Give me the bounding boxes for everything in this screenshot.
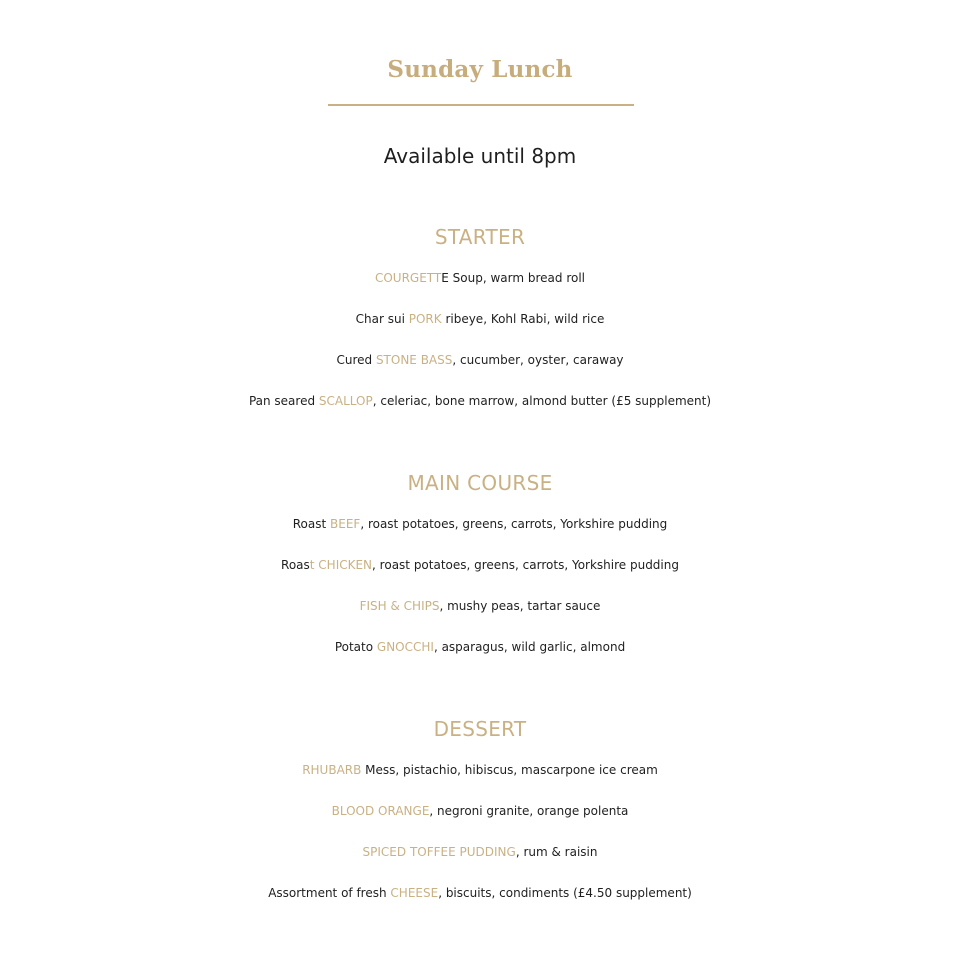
starter-section (0, 217, 960, 422)
availability-note: Available until 8pm (383, 144, 577, 168)
menu-item: SPICED TOFFEE PUDDING, rum & raisin (362, 845, 598, 859)
menu-item: Pan seared SCALLOP, celeriac, bone marrow, almond butter (£5 supplement) (248, 394, 712, 408)
menu-item: RHUBARB Mess, pistachio, hibiscus, mascarpone ice cream (302, 763, 658, 777)
menu-item: Roast CHICKEN, roast potatoes, greens, carrots, Yorkshire pudding (281, 558, 679, 572)
menu-item: Char sui PORK ribeye, Kohl Rabi, wild rice (355, 312, 605, 326)
main-course-section (0, 463, 960, 668)
menu-item: FISH & CHIPS, mushy peas, tartar sauce (359, 599, 601, 613)
section-heading-dessert: DESSERT (433, 717, 527, 741)
menu-item: Cured STONE BASS, cucumber, oyster, caraway (336, 353, 624, 367)
menu-item: Roast BEEF, roast potatoes, greens, carrots, Yorkshire pudding (292, 517, 668, 531)
section-heading-main-course: MAIN COURSE (407, 471, 553, 495)
menu-title: Sunday Lunch (387, 56, 573, 83)
dessert-section (0, 709, 960, 914)
section-heading-starter: STARTER (434, 225, 526, 249)
menu-item: Assortment of fresh CHEESE, biscuits, condiments (£4.50 supplement) (268, 886, 692, 900)
menu-item: BLOOD ORANGE, negroni granite, orange polenta (331, 804, 629, 818)
title-divider (328, 104, 634, 106)
menu-item: COURGETTE Soup, warm bread roll (374, 271, 586, 285)
menu-item: Potato GNOCCHI, asparagus, wild garlic, almond (334, 640, 626, 654)
